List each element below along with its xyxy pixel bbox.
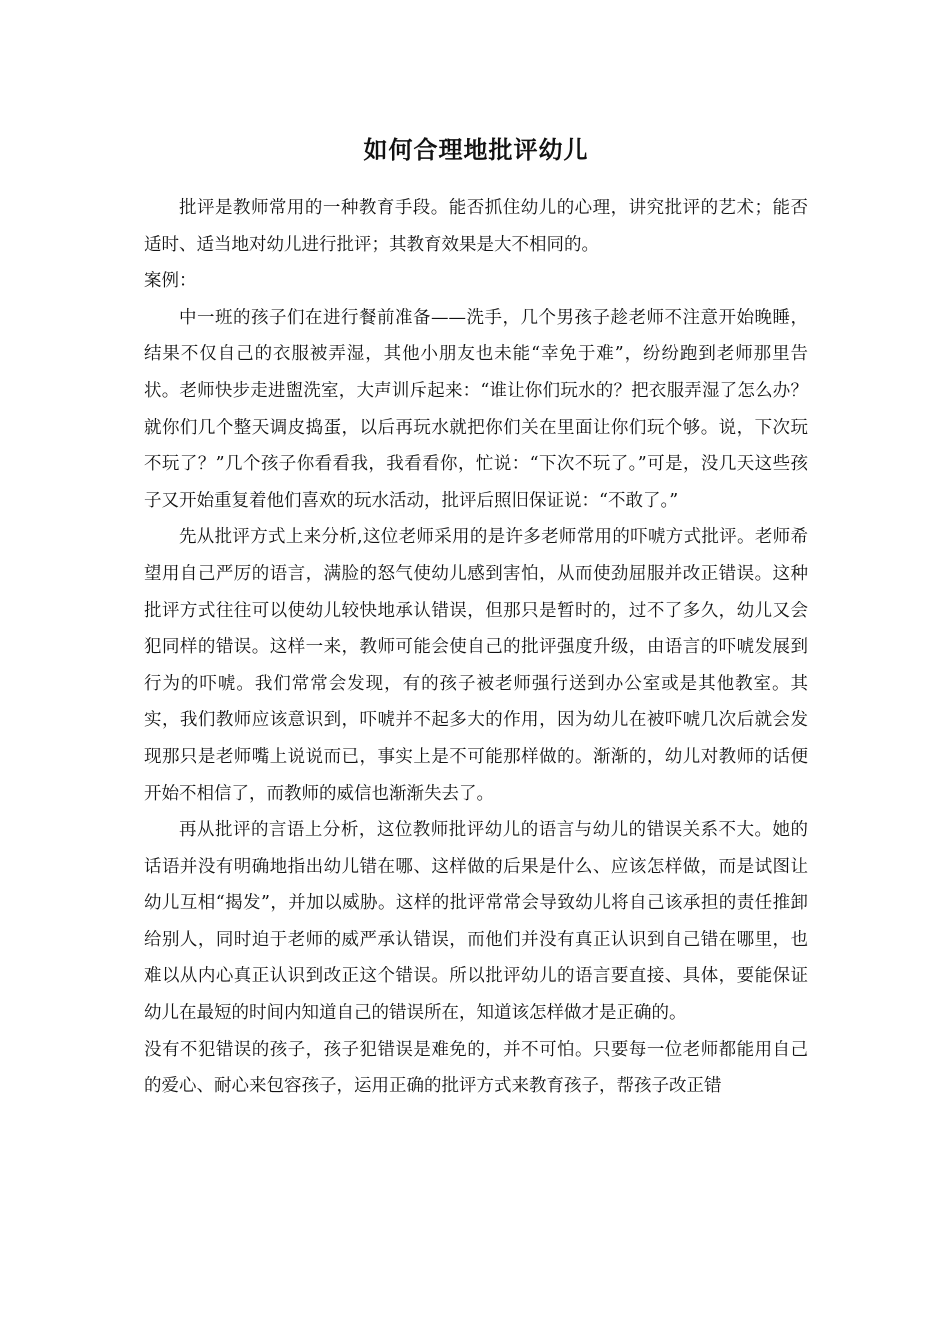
paragraph-analysis-method: 先从批评方式上来分析,这位老师采用的是许多老师常用的吓唬方式批评。老师希望用自己严厉的语言，满脸的怒气使幼儿感到害怕，从而使劲屈服并改正错误。这种批评方式往往可以使幼儿较快地承认错误，但那只是暂时的，过不了多久，幼儿又会犯同样的错误。这样一来，教师可能会使自己的批评强度升级，由语言的吓唬发展到行为的吓唬。我们常常会发现，有的孩子被老师强行送到办公室或是其他教室。其实，我们教师应该意识到，吓唬并不起多大的作用，因为幼儿在被吓唬几次后就会发现那只是老师嘴上说说而已，事实上是不可能那样做的。渐渐的，幼儿对教师的话便开始不相信了，而教师的威信也渐渐失去了。 [144, 527, 808, 804]
document-body [144, 190, 808, 1105]
paragraph-case-label: 案例： [144, 271, 197, 292]
paragraph-analysis-language: 再从批评的言语上分析，这位教师批评幼儿的语言与幼儿的错误关系不大。她的话语并没有明确地指出幼儿错在哪、这样做的后果是什么、应该怎样做，而是试图让幼儿互相“揭发”，并加以威胁。这样的批评常常会导致幼儿将自己该承担的责任推卸给别人，同时迫于老师的威严承认错误，而他们并没有真正认识到自己错在哪里，也难以从内心真正认识到改正这个错误。所以批评幼儿的语言要直接、具体，要能保证幼儿在最短的时间内知道自己的错误所在，知道该怎样做才是正确的。 [144, 820, 808, 1024]
paragraph-conclusion: 没有不犯错误的孩子，孩子犯错误是难免的，并不可怕。只要每一位老师都能用自己的爱心、耐心来包容孩子，运用正确的批评方式来教育孩子，帮孩子改正错 [144, 1039, 808, 1097]
document-title: 如何合理地批评幼儿 [363, 135, 589, 164]
paragraph-case-story: 中一班的孩子们在进行餐前准备——洗手，几个男孩子趁老师不注意开始晚睡，结果不仅自己的衣服被弄湿，其他小朋友也未能“幸免于难”，纷纷跑到老师那里告状。老师快步走进盥洗室，大声训斥起来：“谁让你们玩水的？把衣服弄湿了怎么办？就你们几个整天调皮捣蛋，以后再玩水就把你们关在里面让你们玩个够。说，下次玩不玩了？”几个孩子你看看我，我看看你，忙说：“下次不玩了。”可是，没几天这些孩子又开始重复着他们喜欢的玩水活动，批评后照旧保证说：“不敢了。” [144, 307, 808, 511]
document-content [144, 132, 808, 1105]
paragraph-intro: 批评是教师常用的一种教育手段。能否抓住幼儿的心理，讲究批评的艺术；能否适时、适当地对幼儿进行批评；其教育效果是大不相同的。 [144, 198, 808, 255]
